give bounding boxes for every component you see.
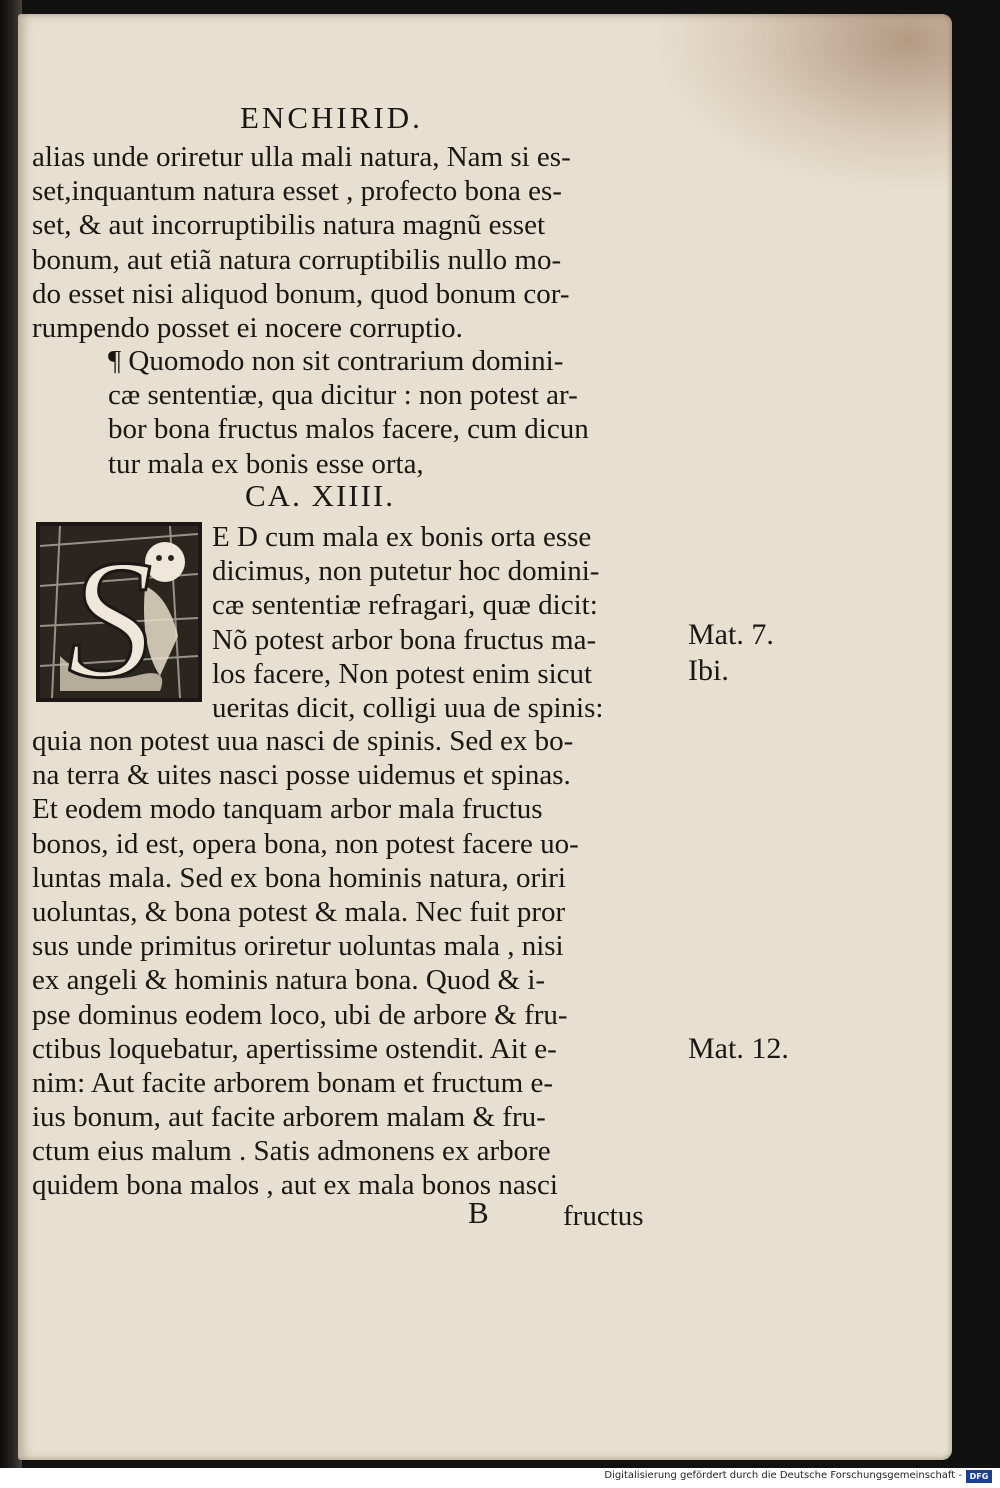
text-line: ctibus loquebatur, apertissime ostendit. Ait e- — [32, 1032, 557, 1065]
dfg-logo-icon: DFG — [966, 1470, 992, 1483]
page-stain — [652, 14, 952, 194]
text-line: pse dominus eodem loco, ubi de arbore & fru- — [32, 998, 568, 1031]
text-line: alias unde oriretur ulla mali natura, Nam si es- — [32, 141, 571, 173]
running-head: ENCHIRID. — [240, 100, 423, 135]
text-line: do esset nisi aliquod bonum, quod bonum cor- — [32, 277, 570, 310]
text-line: quia non potest uua nasci de spinis. Sed ex bo- — [32, 725, 574, 757]
initial-letter-s — [40, 526, 198, 698]
rubric-line: bor bona fructus malos facere, cum dicun — [108, 413, 589, 446]
text-line: luntas mala. Sed ex bona hominis natura, oriri — [32, 861, 566, 894]
text-line: bonos, id est, opera bona, non potest facere uo- — [32, 827, 579, 860]
text-line: ius bonum, aut facite arborem malam & fru- — [32, 1101, 546, 1134]
chapter-rubric — [108, 344, 589, 481]
woodcut-initial — [36, 522, 202, 702]
text-line: Et eodem modo tanquam arbor mala fructus — [32, 793, 543, 826]
body-paragraph — [32, 724, 579, 1203]
rubric-line: cæ sententiæ, qua dicitur : non potest ar- — [108, 379, 578, 412]
text-line: ueritas dicit, colligi uua de spinis: — [212, 691, 604, 724]
text-line: ex angeli & hominis natura bona. Quod & i- — [32, 964, 546, 997]
rubric-line: ¶ Quomodo non sit contrarium domini- — [108, 345, 564, 377]
opening-paragraph — [32, 140, 571, 345]
text-line: los facere, Non potest enim sicut — [212, 657, 593, 690]
margin-note-mat-12: Mat. 12. — [688, 1032, 789, 1065]
text-line: cæ sententiæ refragari, quæ dicit: — [212, 589, 598, 622]
catchword: fructus — [563, 1200, 644, 1232]
margin-note-ibi: Ibi. — [688, 654, 729, 687]
text-line: na terra & uites nasci posse uidemus et spinas. — [32, 759, 571, 792]
footer-credit: Digitalisierung gefördert durch die Deutsche Forschungsgemeinschaft - — [604, 1470, 962, 1481]
chapter-number: CA. XIIII. — [245, 478, 395, 513]
text-line: rumpendo posset ei nocere corruptio. — [32, 311, 463, 344]
text-line: Nõ potest arbor bona fructus ma- — [212, 623, 597, 656]
text-line: bonum, aut etiã natura corruptibilis nullo mo- — [32, 243, 562, 276]
text-line: uoluntas, & bona potest & mala. Nec fuit pror — [32, 895, 566, 928]
rubric-line: tur mala ex bonis esse orta, — [108, 447, 424, 480]
text-line: set,inquantum natura esset , profecto bona es- — [32, 175, 562, 208]
margin-note-mat-7: Mat. 7. — [688, 618, 774, 651]
text-line: dicimus, non putetur hoc domini- — [212, 555, 600, 588]
text-line: ctum eius malum . Satis admonens ex arbore — [32, 1135, 551, 1168]
text-line: sus unde primitus oriretur uoluntas mala , nisi — [32, 930, 564, 963]
signature-mark: B — [468, 1195, 489, 1230]
initial-letter-glyph: S — [67, 526, 153, 698]
text-line: set, & aut incorruptibilis natura magnũ esset — [32, 209, 546, 242]
dropcap-paragraph — [212, 520, 603, 725]
text-line: quidem bona malos , aut ex mala bonos nasci — [32, 1169, 558, 1202]
text-line: E D cum mala ex bonis orta esse — [212, 521, 592, 553]
text-line: nim: Aut facite arborem bonam et fructum e- — [32, 1066, 554, 1099]
